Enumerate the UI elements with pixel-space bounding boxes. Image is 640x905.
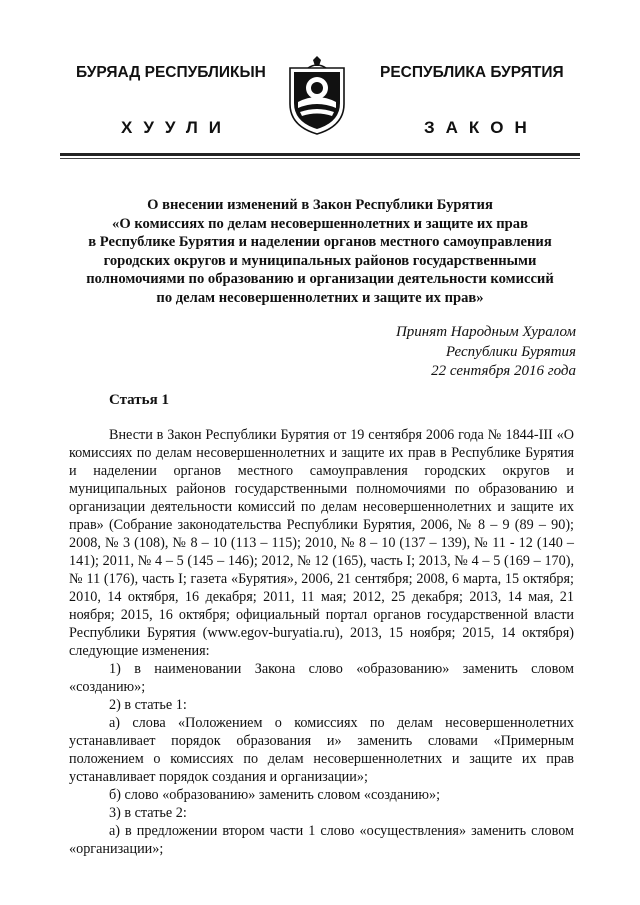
law-title-line: О внесении изменений в Закон Республики Бурятия [147, 197, 493, 213]
adoption-note [396, 323, 576, 382]
law-title-line: по делам несовершеннолетних и защите их прав» [156, 289, 484, 306]
law-title-line: городских округов и муниципальных районов государственными [103, 252, 537, 269]
law-title-line: полномочиями по образованию и организации деятельности комиссий [86, 271, 554, 287]
body-paragraph: 3) в статье 2: [109, 805, 187, 821]
body-paragraph: 1) в наименовании Закона слово «образованию» заменить словом «созданию»; [69, 661, 574, 695]
header-left-subtitle: ХУУЛИ [121, 118, 232, 137]
law-title [60, 196, 580, 307]
header-right-subtitle: ЗАКОН [424, 118, 538, 137]
body-paragraph: б) слово «образованию» заменить словом «созданию»; [109, 787, 441, 803]
body-paragraph: Внести в Закон Республики Бурятия от 19 сентября 2006 года № 1844-III «О комиссиях по делам несовершеннолетних и защите их прав в Республике Бурятия и наделении органов местного самоуправления городских округов и муниципальных районов государственными полномочиями по образованию и организации деятельности комиссий по делам несовершеннолетних и защите их прав» (Собрание законодательства Республики Бурятия, 2006, № 8 – 9 (89 – 90); 2008, № 3 (108), № 8 – 10 (113 – 115); 2010, № 8 – 10 (137 – 139), № 11 - 12 (140 – 141); 2011, № 4 – 5 (145 – 146); 2012, № 12 (165), часть I; 2013, № 4 – 5 (169 – 170), № 11 (176), часть I; газета «Бурятия», 2006, 21 сентября; 2008, 6 марта, 15 октября; 2010, 14 октября, 16 декабря; 2011, 11 мая; 2012, 25 декабря; 2013, 14 мая, 21 ноября; 2015, 16 октября; официальный портал органов государственной власти Республики Бурятия (www.egov-buryatia.ru), 2013, 15 ноября; 2015, 14 октября) следующие изменения: [69, 427, 574, 659]
header-right-title: РЕСПУБЛИКА БУРЯТИЯ [380, 64, 564, 81]
adoption-date: 22 сентября 2016 года [431, 363, 576, 379]
body-paragraph: а) в предложении втором части 1 слово «осуществления» заменить словом «организации»; [69, 823, 574, 857]
adoption-line: Принят Народным Хуралом [395, 324, 576, 340]
law-title-line: в Республике Бурятия и наделении органов местного самоуправления [88, 234, 552, 250]
body-paragraph: 2) в статье 1: [109, 697, 187, 713]
adoption-line: Республики Бурятия [445, 343, 576, 360]
header-divider-thick [60, 153, 580, 156]
coat-of-arms-icon [286, 56, 348, 136]
header-left-title: БУРЯАД РЕСПУБЛИКЫН [76, 64, 266, 81]
article-body [69, 426, 574, 858]
header-divider-thin [60, 158, 580, 159]
law-title-line: «О комиссиях по делам несовершеннолетних и защите их прав [112, 215, 528, 232]
article-heading: Статья 1 [109, 392, 169, 408]
body-paragraph: а) слова «Положением о комиссиях по делам несовершеннолетних устанавливает порядок образования и» заменить словами «Примерным положением о комиссиях по делам несовершеннолетних и защите их прав устанавливает порядок создания и организации»; [69, 715, 574, 785]
